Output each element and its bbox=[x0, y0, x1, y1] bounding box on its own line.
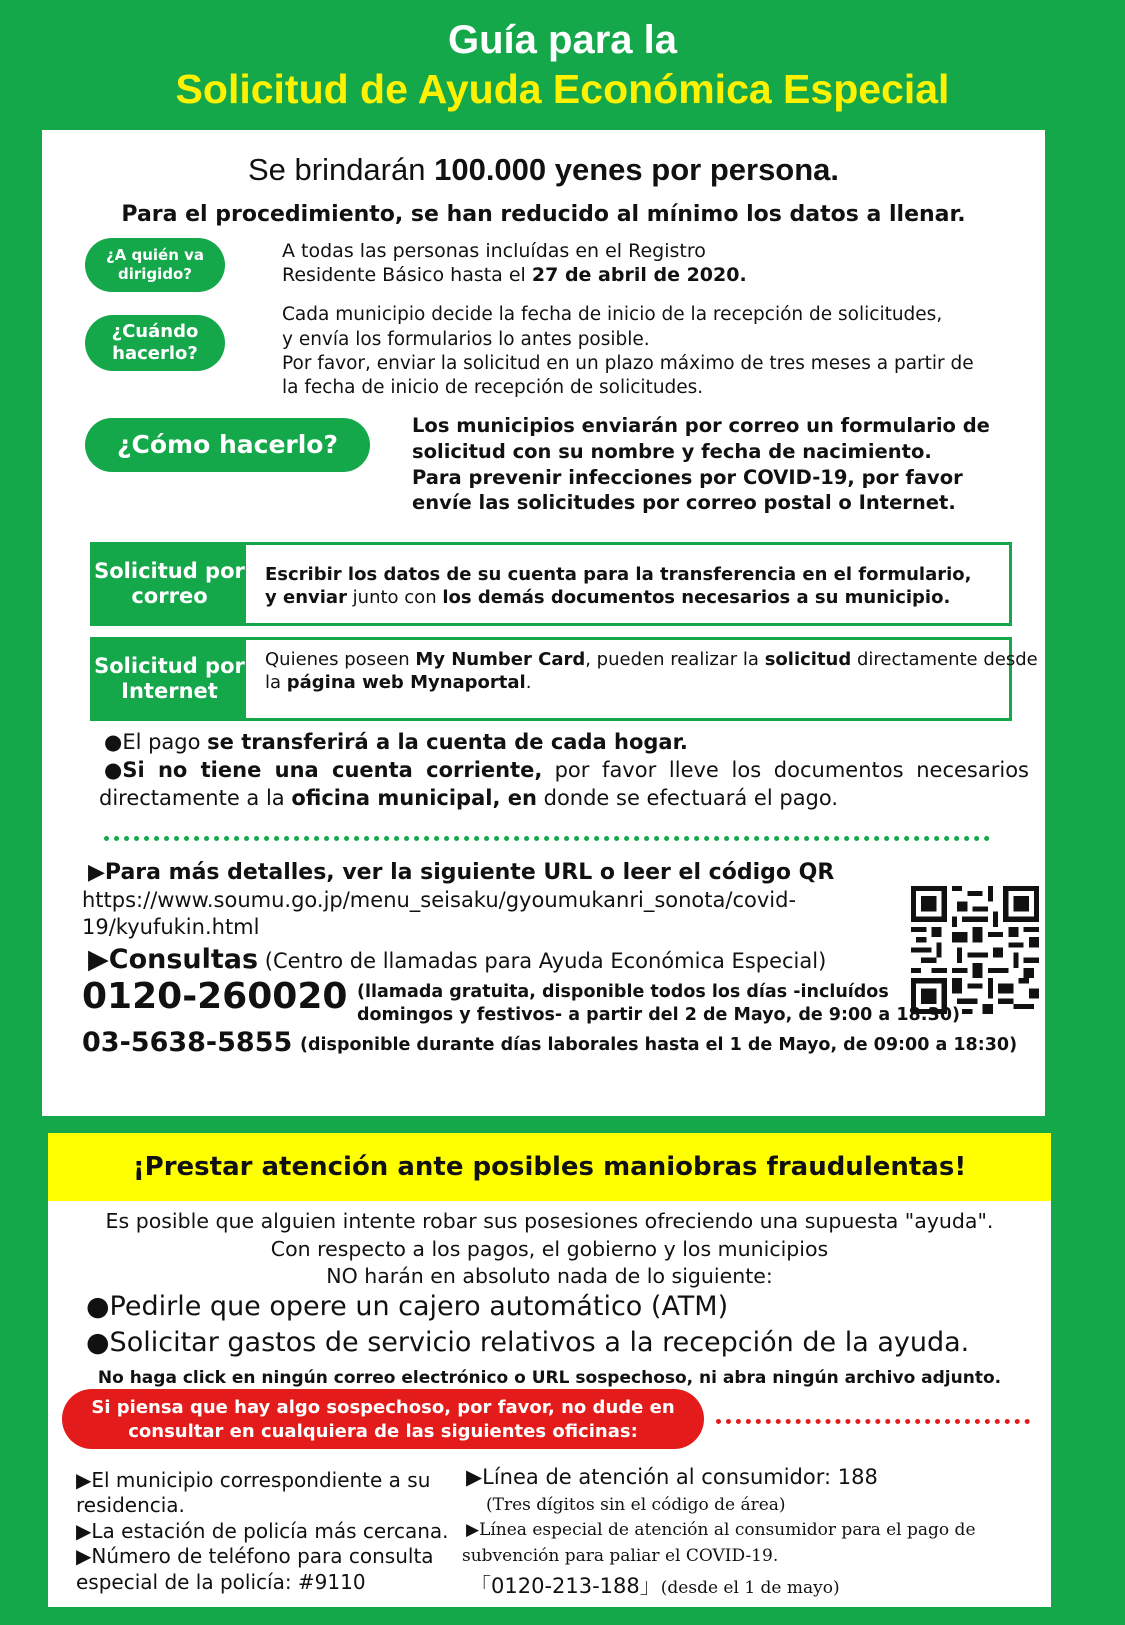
mail-send: y enviar bbox=[265, 587, 347, 608]
guide-title: Guía para la bbox=[448, 18, 677, 62]
internet-card: My Number Card bbox=[415, 649, 586, 670]
payment-3-prefix: directamente a la bbox=[99, 786, 292, 810]
free-phone-note-2: domingos y festivos- a partir del 2 de Mayo, de 9:00 a 18:30) bbox=[357, 1005, 961, 1025]
when-line-1: Cada municipio decide la fecha de inicio de la recepción de solicitudes, bbox=[282, 304, 943, 325]
qr-code-icon[interactable] bbox=[911, 886, 1039, 1014]
covid-line-1: ▶Línea especial de atención al consumidor para el pago de bbox=[466, 1520, 976, 1540]
when-line-2: y envía los formularios lo antes posible. bbox=[282, 329, 650, 350]
who-line-1: A todas las personas incluídas en el Registro bbox=[282, 240, 706, 262]
amount-prefix: Se brindarán bbox=[247, 152, 435, 187]
contact-note: (Centro de llamadas para Ayuda Económica Especial) bbox=[258, 949, 827, 973]
internet-seg-2: , pueden realizar la bbox=[585, 649, 765, 670]
fraud-banner bbox=[48, 1133, 1051, 1201]
details-heading: ▶Para más detalles, ver la siguiente URL o leer el código QR bbox=[88, 860, 835, 885]
payment-bullet-3 bbox=[99, 786, 838, 810]
payment-2-rest: por favor lleve los documentos necesarios bbox=[554, 758, 1029, 782]
internet-seg-4: la bbox=[265, 672, 287, 693]
amount-value: 100.000 yenes por persona. bbox=[434, 152, 840, 187]
who-pill: ¿A quién va dirigido? bbox=[85, 238, 225, 292]
office-municipality-2: residencia. bbox=[76, 1493, 185, 1517]
payment-1-prefix: ●El pago bbox=[104, 730, 208, 754]
mail-line-1: Escribir los datos de su cuenta para la transferencia en el formulario, bbox=[265, 564, 972, 585]
how-line-3: Para prevenir infecciones por COVID-19, por favor bbox=[412, 466, 963, 489]
fraud-bullet-fees: ●Solicitar gastos de servicio relativos a la recepción de la ayuda. bbox=[86, 1327, 970, 1358]
covid-phone-number[interactable]: 「0120-213-188」 bbox=[470, 1574, 661, 1598]
no-click-warning: No haga click en ningún correo electrónico o URL sospechoso, ni abra ningún archivo adjunto. bbox=[97, 1368, 1002, 1388]
when-pill: ¿Cuándo hacerlo? bbox=[85, 315, 225, 371]
how-line-4: envíe las solicitudes por correo postal o Internet. bbox=[412, 491, 956, 514]
mail-application-row bbox=[90, 542, 1012, 626]
free-phone-note-1: (llamada gratuita, disponible todos los días -incluídos bbox=[357, 982, 889, 1002]
section-divider bbox=[104, 836, 990, 841]
weekday-phone-note: (disponible durante días laborales hasta el 1 de Mayo, de 09:00 a 18:30) bbox=[300, 1035, 1018, 1055]
suspicious-line-2: consultar en cualquiera de las siguientes oficinas: bbox=[128, 1421, 638, 1442]
payment-3-bold: oficina municipal, en bbox=[291, 786, 537, 810]
covid-phone-row bbox=[470, 1570, 840, 1600]
fraud-line-2: Con respecto a los pagos, el gobierno y los municipios bbox=[270, 1237, 829, 1261]
fraud-bullet-atm: ●Pedirle que opere un cajero automático (ATM) bbox=[86, 1291, 729, 1322]
payment-3-rest: donde se efectuará el pago. bbox=[536, 786, 839, 810]
contact-title: ▶Consultas bbox=[88, 944, 259, 975]
office-municipality-1: ▶El municipio correspondiente a su bbox=[76, 1468, 431, 1492]
mail-together: junto con bbox=[346, 587, 443, 608]
consumer-line-note: (Tres dígitos sin el código de área) bbox=[486, 1495, 786, 1515]
free-phone-number[interactable]: 0120-260020 bbox=[82, 976, 348, 1017]
internet-application-label: Solicitud por Internet bbox=[93, 640, 246, 718]
fraud-line-3: NO harán en absoluto nada de lo siguiente: bbox=[326, 1264, 773, 1288]
payment-1-bold: se transferirá a la cuenta de cada hogar. bbox=[207, 730, 688, 754]
consumer-line: ▶Línea de atención al consumidor: 188 bbox=[466, 1465, 878, 1489]
guide-subtitle: Solicitud de Ayuda Económica Especial bbox=[175, 66, 950, 112]
when-line-4: la fecha de inicio de recepción de solicitudes. bbox=[282, 377, 704, 398]
covid-line-2: subvención para paliar el COVID-19. bbox=[462, 1546, 779, 1566]
mail-documents: los demás documentos necesarios a su municipio. bbox=[442, 587, 951, 608]
payment-bullet-1 bbox=[104, 730, 688, 754]
contact-heading bbox=[88, 944, 826, 975]
who-date: 27 de abril de 2020. bbox=[531, 264, 747, 286]
who-line-2-prefix: Residente Básico hasta el bbox=[282, 264, 532, 286]
office-police-station: ▶La estación de policía más cercana. bbox=[76, 1519, 449, 1543]
red-divider bbox=[716, 1419, 1030, 1424]
information-panel bbox=[42, 130, 1045, 1116]
details-url-line-1[interactable]: https://www.soumu.go.jp/menu_seisaku/gyoumukanri_sonota/covid- bbox=[82, 888, 797, 912]
covid-phone-note: (desde el 1 de mayo) bbox=[660, 1578, 840, 1598]
how-pill: ¿Cómo hacerlo? bbox=[85, 418, 370, 472]
details-url-line-2[interactable]: 19/kyufukin.html bbox=[82, 915, 260, 939]
procedure-note: Para el procedimiento, se han reducido al mínimo los datos a llenar. bbox=[121, 202, 966, 227]
how-line-1: Los municipios enviarán por correo un formulario de bbox=[412, 414, 990, 437]
payment-bullet-2 bbox=[104, 758, 1029, 782]
internet-line-1 bbox=[265, 648, 1038, 671]
when-line-3: Por favor, enviar la solicitud en un plazo máximo de tres meses a partir de bbox=[282, 353, 974, 374]
office-police-phone-1: ▶Número de teléfono para consulta bbox=[76, 1544, 434, 1568]
internet-seg-5: . bbox=[525, 672, 532, 693]
how-line-2: solicitud con su nombre y fecha de nacimiento. bbox=[412, 440, 932, 463]
internet-request: solicitud bbox=[764, 649, 852, 670]
amount-statement bbox=[42, 152, 1045, 188]
who-line-2 bbox=[282, 264, 747, 286]
mail-application-label: Solicitud por correo bbox=[93, 545, 246, 623]
mynaportal-link[interactable]: página web Mynaportal bbox=[286, 672, 526, 693]
weekday-phone-number[interactable]: 03-5638-5855 bbox=[82, 1027, 293, 1058]
payment-2-bold: ●Si no tiene una cuenta corriente, bbox=[104, 758, 543, 782]
fraud-banner-text: ¡Prestar atención ante posibles maniobras fraudulentas! bbox=[132, 1152, 967, 1182]
office-police-phone-2: especial de la policía: #9110 bbox=[76, 1570, 366, 1594]
suspicious-line-1: Si piensa que hay algo sospechoso, por favor, no dude en bbox=[91, 1397, 675, 1418]
internet-seg-3: directamente desde bbox=[851, 649, 1038, 670]
internet-application-row bbox=[90, 637, 1038, 721]
internet-line-2 bbox=[265, 671, 531, 694]
fraud-line-1: Es posible que alguien intente robar sus posesiones ofreciendo una supuesta "ayuda". bbox=[105, 1209, 994, 1233]
mail-line-2 bbox=[265, 586, 950, 609]
fraud-warning-panel bbox=[48, 1133, 1051, 1607]
suspicious-pill bbox=[62, 1389, 704, 1449]
internet-seg-1: Quienes poseen bbox=[265, 649, 416, 670]
